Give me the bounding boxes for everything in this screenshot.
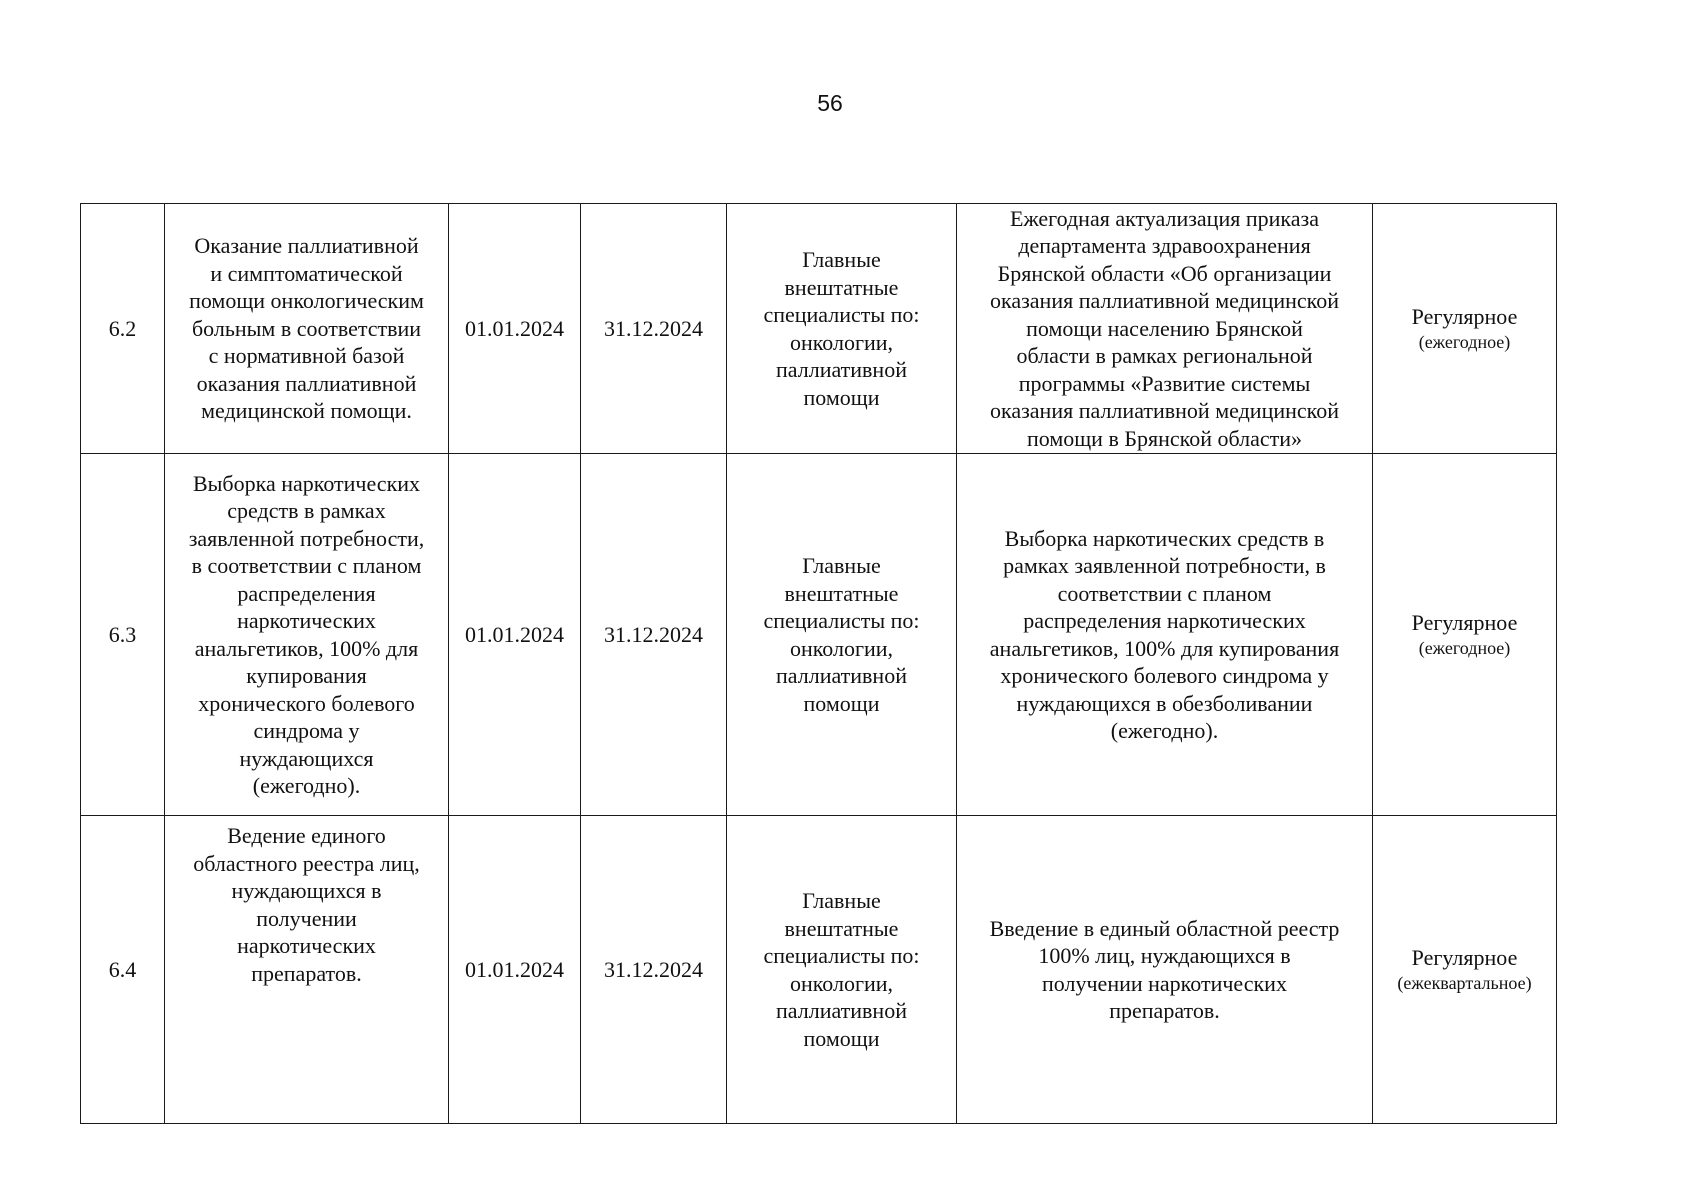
frequency-note: (ежегодное) <box>1418 331 1511 352</box>
frequency-label: Регулярное <box>1411 303 1518 329</box>
activity-cell: Оказание паллиативной и симптоматической помощи онкологическим больным в соответствии с нормативной базой оказания паллиативной медицинской помощи. <box>165 204 449 454</box>
plan-table <box>80 203 1557 1124</box>
activity-cell: Ведение единого областного реестра лиц, нуждающихся в получении наркотических препаратов. <box>165 816 449 1124</box>
frequency-cell <box>1373 454 1557 816</box>
start-date-cell: 01.01.2024 <box>449 816 581 1124</box>
page-number: 56 <box>817 90 843 116</box>
item-number-cell: 6.2 <box>81 204 165 454</box>
start-date-cell: 01.01.2024 <box>449 204 581 454</box>
activity-cell: Выборка наркотических средств в рамках заявленной потребности, в соответствии с планом распределения наркотических анальгетиков, 100% для купирования хронического болевого синдрома у нуждающихся (ежегодно). <box>165 454 449 816</box>
frequency-note: (ежегодное) <box>1418 637 1511 658</box>
responsible-cell: Главные внештатные специалисты по: онкологии, паллиативной помощи <box>727 454 957 816</box>
frequency-note: (ежеквартальное) <box>1397 972 1532 993</box>
responsible-cell: Главные внештатные специалисты по: онкологии, паллиативной помощи <box>727 204 957 454</box>
item-number-cell: 6.4 <box>81 816 165 1124</box>
result-cell: Выборка наркотических средств в рамках заявленной потребности, в соответствии с планом распределения наркотических анальгетиков, 100% для купирования хронического болевого синдрома у нуждающихся в обезболивании (ежегодно). <box>957 454 1373 816</box>
frequency-label: Регулярное <box>1411 944 1518 970</box>
end-date-cell: 31.12.2024 <box>581 204 727 454</box>
frequency-cell <box>1373 816 1557 1124</box>
responsible-cell: Главные внештатные специалисты по: онкологии, паллиативной помощи <box>727 816 957 1124</box>
table-row <box>81 454 1557 816</box>
end-date-cell: 31.12.2024 <box>581 816 727 1124</box>
frequency-label: Регулярное <box>1411 609 1518 635</box>
start-date-cell: 01.01.2024 <box>449 454 581 816</box>
result-cell: Ежегодная актуализация приказа департамента здравоохранения Брянской области «Об организации оказания паллиативной медицинской помощи населению Брянской области в рамках региональной программы «Развитие системы оказания паллиативной медицинской помощи в Брянской области» <box>957 204 1373 454</box>
result-cell: Введение в единый областной реестр 100% лиц, нуждающихся в получении наркотических препаратов. <box>957 816 1373 1124</box>
end-date-cell: 31.12.2024 <box>581 454 727 816</box>
frequency-cell <box>1373 204 1557 454</box>
item-number-cell: 6.3 <box>81 454 165 816</box>
table-row <box>81 204 1557 454</box>
table-row <box>81 816 1557 1124</box>
